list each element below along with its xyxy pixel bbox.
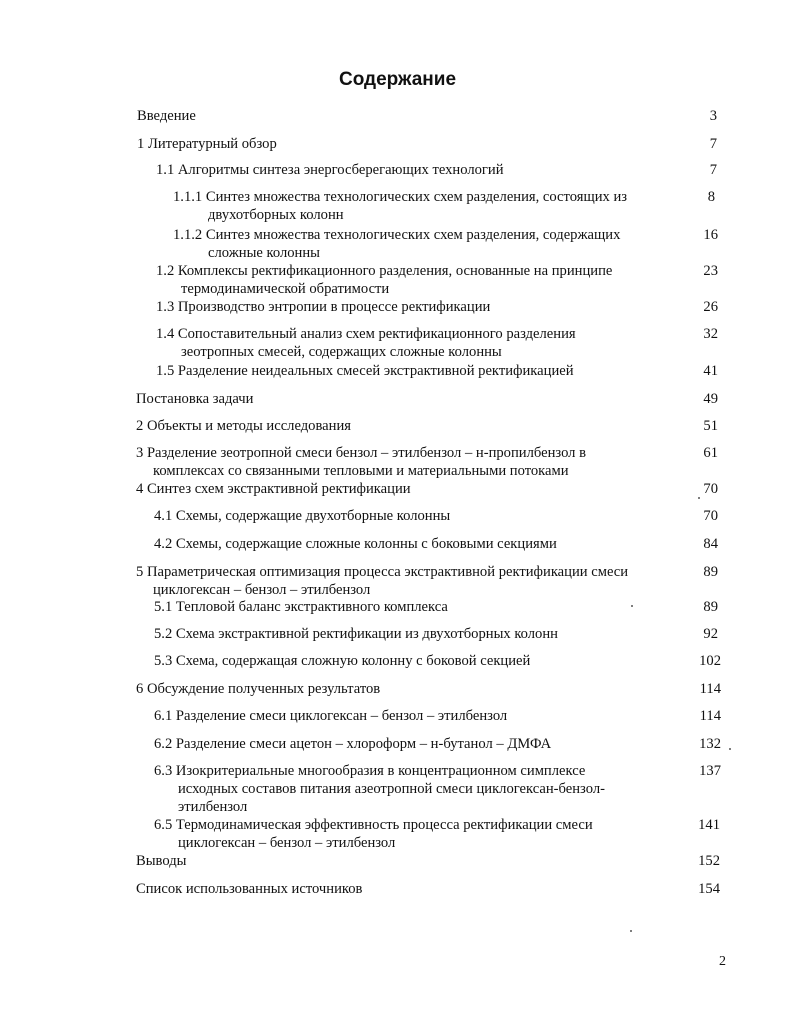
scan-speck — [698, 497, 700, 499]
toc-entry-title: 5.3 Схема, содержащая сложную колонну с боковой секцией — [154, 653, 531, 669]
toc-entry-page: 137 — [699, 763, 721, 779]
toc-entry-title: Выводы — [136, 853, 187, 869]
toc-entry-page: 16 — [703, 227, 718, 243]
scan-speck — [630, 930, 632, 932]
toc-entry-page: 7 — [709, 162, 717, 178]
toc-entry-title: 4.1 Схемы, содержащие двухотборные колонны — [154, 508, 451, 524]
toc-entry-title: 4.2 Схемы, содержащие сложные колонны с боковыми секциями — [154, 536, 557, 552]
toc-entry-page: 141 — [698, 817, 720, 833]
toc-entry-title: 1.2 Комплексы ректификационного разделения, основанные на принципе — [156, 263, 613, 279]
toc-entry-title: 5 Параметрическая оптимизация процесса экстрактивной ректификации смеси — [136, 564, 629, 580]
toc-entry-title: 1 Литературный обзор — [137, 136, 277, 152]
toc-entry-title: 1.3 Производство энтропии в процессе ректификации — [156, 299, 491, 315]
toc-entry-title: 6.3 Изокритериальные многообразия в концентрационном симплексе — [154, 763, 586, 779]
toc-entry-page: 26 — [703, 299, 718, 315]
toc-entry-title: 5.2 Схема экстрактивной ректификации из двухотборных колонн — [154, 626, 558, 642]
toc-entry-title-continued: сложные колонны — [208, 245, 320, 261]
toc-entry-page: 23 — [703, 263, 718, 279]
toc-entry-page: 152 — [698, 853, 720, 869]
toc-entry-title: Введение — [137, 108, 196, 124]
toc-entry-title: 5.1 Тепловой баланс экстрактивного комплекса — [154, 599, 448, 615]
toc-entry-title: Постановка задачи — [136, 391, 254, 407]
toc-entry-title-continued: циклогексан – бензол – этилбензол — [178, 835, 396, 851]
toc-entry-title: 1.1.1 Синтез множества технологических схем разделения, состоящих из — [173, 189, 628, 205]
toc-entry-title-continued: циклогексан – бензол – этилбензол — [153, 582, 371, 598]
toc-entry-page: 70 — [703, 508, 718, 524]
toc-entry-title: 1.1.2 Синтез множества технологических схем разделения, содержащих — [173, 227, 621, 243]
toc-entry-title: 6.5 Термодинамическая эффективность процесса ректификации смеси — [154, 817, 593, 833]
toc-entry-title: 1.5 Разделение неидеальных смесей экстрактивной ректификацией — [156, 363, 574, 379]
page-number: 2 — [719, 954, 726, 969]
toc-entry-title-continued: зеотропных смесей, содержащих сложные колонны — [181, 344, 502, 360]
toc-entry-page: 89 — [703, 599, 718, 615]
toc-entry-title: 6.1 Разделение смеси циклогексан – бензол – этилбензол — [154, 708, 508, 724]
toc-entry-title-continued: исходных составов питания азеотропной смеси циклогексан-бензол- — [178, 781, 605, 797]
toc-entry-title: Список использованных источников — [136, 881, 363, 897]
toc-entry-page: 70 — [703, 481, 718, 497]
toc-entry-page: 49 — [703, 391, 718, 407]
toc-entry-title: 6 Обсуждение полученных результатов — [136, 681, 381, 697]
toc-entry-page: 41 — [703, 363, 718, 379]
toc-entry-page: 84 — [703, 536, 718, 552]
toc-entry-page: 8 — [707, 189, 715, 205]
scan-speck — [729, 748, 731, 750]
page-title: Содержание — [338, 69, 457, 90]
toc-entry-page: 102 — [699, 653, 721, 669]
toc-entry-page: 61 — [703, 445, 718, 461]
toc-entry-page: 154 — [698, 881, 720, 897]
toc-entry-page: 51 — [703, 418, 718, 434]
toc-entry-title-continued: комплексах со связанными тепловыми и материальными потоками — [153, 463, 569, 479]
toc-entry-page: 7 — [709, 136, 717, 152]
toc-entry-title: 2 Объекты и методы исследования — [136, 418, 351, 434]
toc-entry-title: 1.4 Сопоставительный анализ схем ректификационного разделения — [156, 326, 576, 342]
toc-entry-title-continued: термодинамической обратимости — [181, 281, 390, 297]
toc-entry-title-continued: этилбензол — [178, 799, 248, 815]
toc-entry-page: 92 — [703, 626, 718, 642]
toc-entry-page: 32 — [703, 326, 718, 342]
toc-entry-page: 114 — [699, 681, 721, 697]
toc-entry-title-continued: двухотборных колонн — [208, 207, 344, 223]
toc-entry-title: 6.2 Разделение смеси ацетон – хлороформ – н-бутанол – ДМФА — [154, 736, 552, 752]
toc-entry-page: 89 — [703, 564, 718, 580]
toc-entry-page: 132 — [699, 736, 721, 752]
toc-entry-page: 3 — [709, 108, 717, 124]
scan-speck — [631, 605, 633, 607]
toc-entry-page: 114 — [699, 708, 721, 724]
toc-entry-title: 1.1 Алгоритмы синтеза энергосберегающих технологий — [156, 162, 504, 178]
toc-entry-title: 4 Синтез схем экстрактивной ректификации — [136, 481, 411, 497]
toc-entry-title: 3 Разделение зеотропной смеси бензол – этилбензол – н-пропилбензол в — [136, 445, 587, 461]
